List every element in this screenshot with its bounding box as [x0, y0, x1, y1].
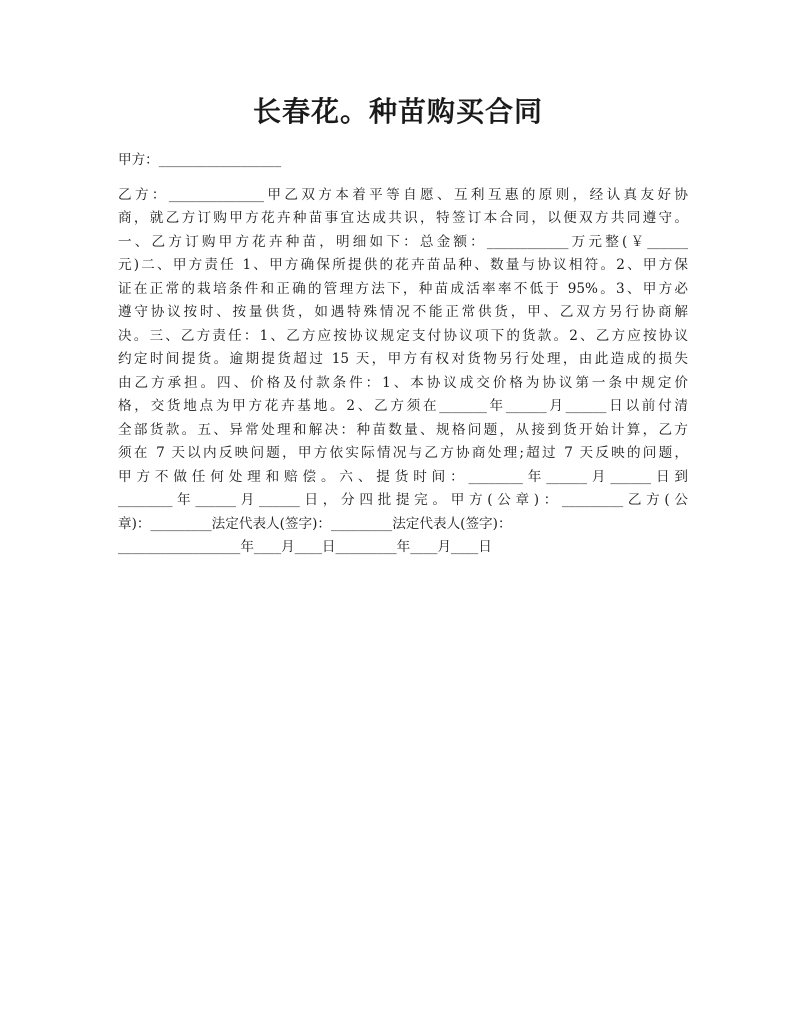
- body-line-16: __________________年____月____日_________年____月____日: [118, 539, 492, 555]
- party-a-line: 甲方：__________________: [118, 152, 282, 168]
- body-line-11: 全部货款。五、异常处理和解决：种苗数量、规格问题，从接到货开始计算，乙方: [118, 422, 688, 438]
- body-line-6: 遵守协议按时、按量供货，如遇特殊情况不能正常供货，甲、乙双方另行协商解: [118, 304, 688, 320]
- body-line-13: 甲方不做任何处理和赔偿。六、提货时间：________年______月______日到: [118, 469, 688, 485]
- body-line-14: ________年______月______日，分四批提完。甲方(公章)：_________乙方(公: [118, 492, 688, 508]
- body-line-4: 元)二、甲方责任 1、甲方确保所提供的花卉苗品种、数量与协议相符。2、甲方保: [118, 257, 688, 273]
- body-line-15: 章)：_________法定代表人(签字)：_________法定代表人(签字)：: [118, 516, 512, 532]
- body-line-10: 格，交货地点为甲方花卉基地。2、乙方须在_______年______月______日以前付清: [118, 398, 688, 414]
- body-line-5: 证在正常的栽培条件和正确的管理方法下，种苗成活率率不低于 95%。3、甲方必: [118, 281, 688, 297]
- body-line-9: 由乙方承担。四、价格及付款条件：1、本协议成交价格为协议第一条中规定价: [118, 375, 688, 391]
- body-line-12: 须在 7 天以内反映问题，甲方依实际情况与乙方协商处理;超过 7 天反映的问题，: [118, 445, 688, 461]
- document-title: 长春花。种苗购买合同: [252, 95, 543, 128]
- body-line-8: 约定时间提货。逾期提货超过 15 天，甲方有权对货物另行处理，由此造成的损失: [118, 351, 688, 367]
- body-line-1: 乙方：______________甲乙双方本着平等自愿、互利互惠的原则，经认真友好协: [118, 187, 688, 203]
- body-line-3: 一、乙方订购甲方花卉种苗，明细如下：总金额：____________万元整(￥______: [118, 234, 688, 250]
- body-line-7: 决。三、乙方责任：1、乙方应按协议规定支付协议项下的货款。2、乙方应按协议: [118, 328, 688, 344]
- body-line-2: 商，就乙方订购甲方花卉种苗事宜达成共识，特签订本合同，以便双方共同遵守。: [118, 210, 688, 226]
